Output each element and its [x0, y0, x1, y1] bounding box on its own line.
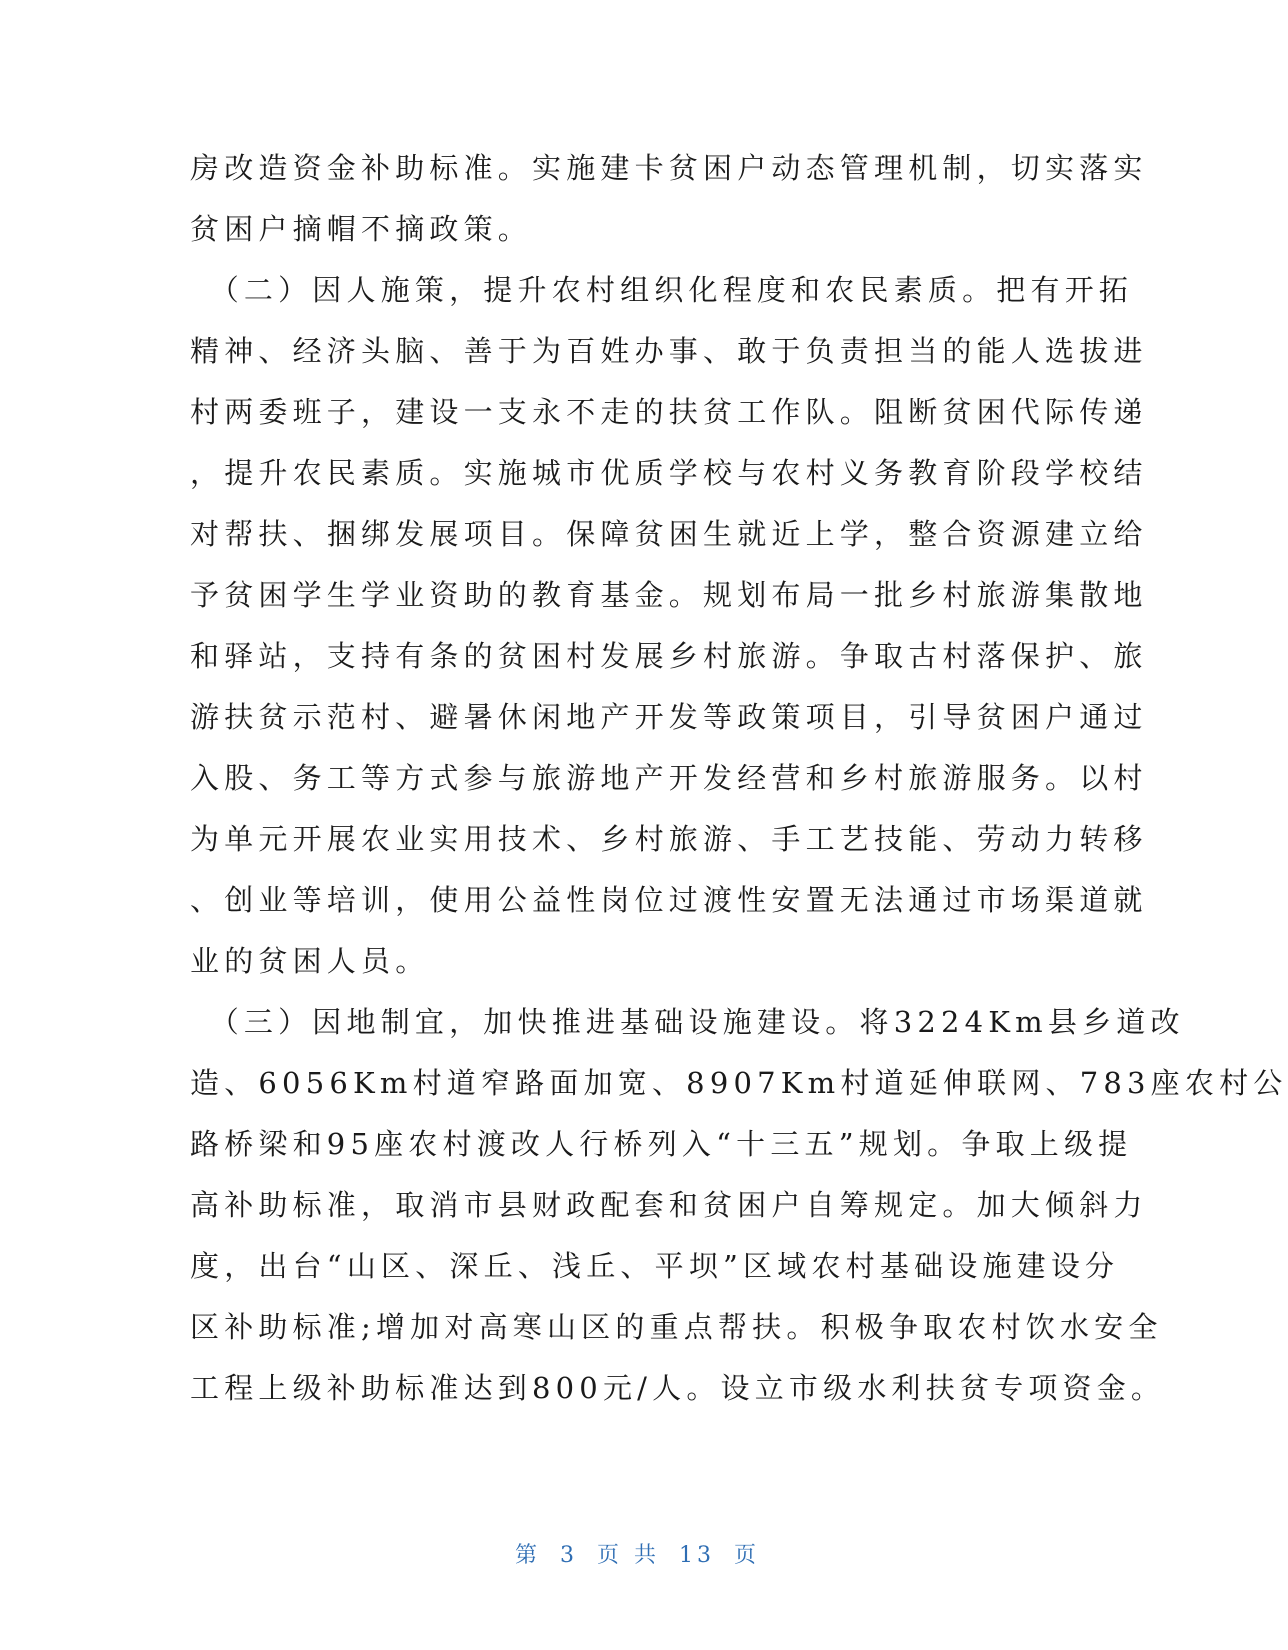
text-line: 业的贫困人员。	[190, 944, 430, 978]
text-line: （二）因人施策，提升农村组织化程度和农民素质。把有开拓	[190, 273, 1134, 307]
footer-current-page: 3	[560, 1543, 578, 1568]
footer-prefix: 第	[514, 1543, 541, 1568]
text-line: 房改造资金补助标准。实施建卡贫困户动态管理机制，切实落实	[190, 151, 1148, 185]
footer-suffix: 页	[734, 1543, 761, 1568]
text-line: 贫困户摘帽不摘政策。	[190, 212, 533, 246]
text-line: 工程上级补助标准达到800元/人。设立市级水利扶贫专项资金。	[190, 1371, 1166, 1405]
text-line: 区补助标准;增加对高寒山区的重点帮扶。积极争取农村饮水安全	[190, 1310, 1163, 1344]
text-line: 、创业等培训，使用公益性岗位过渡性安置无法通过市场渠道就	[190, 883, 1148, 917]
text-line: 为单元开展农业实用技术、乡村旅游、手工艺技能、劳动力转移	[190, 822, 1148, 856]
text-line: 游扶贫示范村、避暑休闲地产开发等政策项目，引导贫困户通过	[190, 700, 1148, 734]
text-line: 和驿站，支持有条的贫困村发展乡村旅游。争取古村落保护、旅	[190, 639, 1148, 673]
text-line: （三）因地制宜，加快推进基础设施建设。将3224Km县乡道改	[190, 1005, 1185, 1039]
text-line: 高补助标准，取消市县财政配套和贫困户自筹规定。加大倾斜力	[190, 1188, 1148, 1222]
text-line: 度，出台“山区、深丘、浅丘、平坝”区域农村基础设施建设分	[190, 1249, 1120, 1283]
text-line: 予贫困学生学业资助的教育基金。规划布局一批乡村旅游集散地	[190, 578, 1148, 612]
text-line: ，提升农民素质。实施城市优质学校与农村义务教育阶段学校结	[190, 456, 1148, 490]
page-footer	[0, 1538, 1275, 1569]
text-line: 精神、经济头脑、善于为百姓办事、敢于负责担当的能人选拔进	[190, 334, 1148, 368]
footer-middle: 页 共	[597, 1543, 660, 1568]
body-text	[190, 138, 1288, 1419]
text-line: 造、6056Km村道窄路面加宽、8907Km村道延伸联网、783座农村公	[190, 1066, 1288, 1100]
text-line: 入股、务工等方式参与旅游地产开发经营和乡村旅游服务。以村	[190, 761, 1148, 795]
footer-total-pages: 13	[679, 1543, 715, 1568]
text-line: 村两委班子，建设一支永不走的扶贫工作队。阻断贫困代际传递	[190, 395, 1148, 429]
text-line: 对帮扶、捆绑发展项目。保障贫困生就近上学，整合资源建立给	[190, 517, 1148, 551]
text-line: 路桥梁和95座农村渡改人行桥列入“十三五”规划。争取上级提	[190, 1127, 1133, 1161]
